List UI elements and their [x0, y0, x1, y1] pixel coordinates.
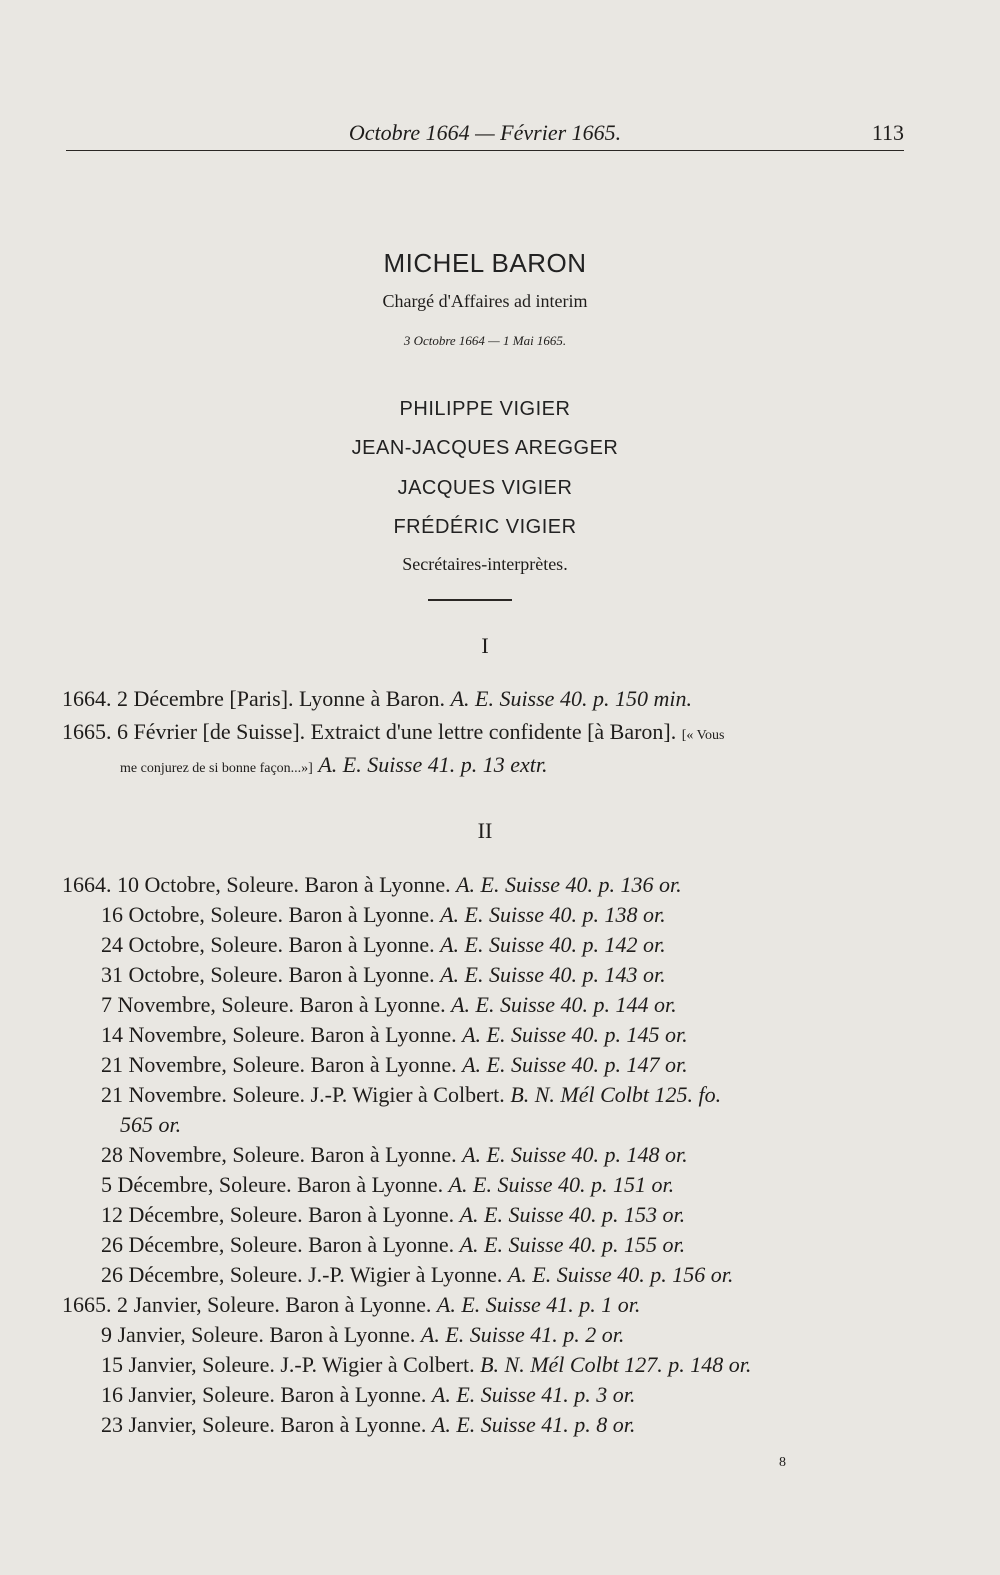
entry-reference: A. E. Suisse 40. p. 151 or. — [448, 1172, 675, 1197]
entry-reference: A. E. Suisse 41. p. 3 or. — [431, 1382, 636, 1407]
entry-line — [62, 686, 692, 712]
running-title: Octobre 1664 — Février 1665. — [348, 120, 622, 145]
entry-text: 16 Octobre, Soleure. Baron à Lyonne. — [101, 902, 435, 927]
entry-line — [62, 872, 682, 898]
entry-reference: A. E. Suisse 40. p. 144 or. — [451, 992, 677, 1017]
quoted-text: me conjurez de si bonne façon...»] — [120, 761, 313, 776]
entry-line — [101, 1352, 751, 1378]
entry-line — [62, 1292, 640, 1318]
entry-reference: A. E. Suisse 40. p. 148 or. — [462, 1142, 688, 1167]
entry-line — [101, 1262, 733, 1288]
secretary-name: PHILIPPE VIGIER — [399, 398, 571, 420]
entry-reference: A. E. Suisse 40. p. 155 or. — [459, 1232, 686, 1257]
entry-reference: A. E. Suisse 41. p. 2 or. — [420, 1322, 625, 1347]
signature-mark: 8 — [779, 1455, 786, 1470]
entry-reference: 565 or. — [120, 1112, 182, 1137]
entry-reference: A. E. Suisse 40. p. 156 or. — [507, 1262, 734, 1287]
entry-text: 21 Novembre, Soleure. Baron à Lyonne. — [101, 1052, 457, 1077]
entry-reference: A. E. Suisse 40. p. 145 or. — [462, 1022, 688, 1047]
secretary-name: JEAN-JACQUES AREGGER — [351, 437, 619, 459]
entry-reference: A. E. Suisse 40. p. 150 min. — [450, 686, 692, 711]
entry-reference: A. E. Suisse 40. p. 142 or. — [440, 932, 666, 957]
entry-text: 5 Décembre, Soleure. Baron à Lyonne. — [101, 1172, 444, 1197]
entry-reference: A. E. Suisse 40. p. 153 or. — [459, 1202, 686, 1227]
entry-line — [101, 1022, 688, 1048]
entry-text: 12 Décembre, Soleure. Baron à Lyonne. — [101, 1202, 455, 1227]
secretary-name: FRÉDÉRIC VIGIER — [393, 516, 577, 538]
entry-text: 7 Novembre, Soleure. Baron à Lyonne. — [101, 992, 446, 1017]
section-numeral-i: I — [481, 633, 489, 658]
entry-line — [101, 1052, 688, 1078]
entry-line — [101, 1232, 685, 1258]
entry-reference: B. N. Mél Colbt 125. fo. — [510, 1082, 722, 1107]
entry-line — [101, 962, 666, 988]
entry-line — [101, 902, 666, 928]
running-header — [66, 118, 904, 151]
entry-line — [101, 1172, 674, 1198]
entry-reference: A. E. Suisse 40. p. 147 or. — [462, 1052, 688, 1077]
entry-line — [120, 752, 547, 778]
entry-reference: A. E. Suisse 40. p. 138 or. — [440, 902, 666, 927]
entry-line — [62, 719, 724, 745]
entry-text: 14 Novembre, Soleure. Baron à Lyonne. — [101, 1022, 457, 1047]
entry-reference: A. E. Suisse 40. p. 136 or. — [456, 872, 682, 897]
entry-text: 1664. 2 Décembre [Paris]. Lyonne à Baron. — [62, 686, 446, 711]
person-name: MICHEL BARON — [383, 248, 587, 278]
entry-text: 24 Octobre, Soleure. Baron à Lyonne. — [101, 932, 435, 957]
section-divider — [428, 599, 512, 601]
entry-text: 15 Janvier, Soleure. J.-P. Wigier à Colbert. — [101, 1352, 475, 1377]
entry-line — [101, 992, 677, 1018]
entry-reference: A. E. Suisse 41. p. 13 extr. — [318, 752, 548, 777]
entry-reference: A. E. Suisse 41. p. 1 or. — [436, 1292, 641, 1317]
entry-line — [101, 1082, 721, 1108]
entry-line — [101, 1142, 688, 1168]
tenure-dates: 3 Octobre 1664 — 1 Mai 1665. — [403, 333, 567, 348]
secretaries-role: Secrétaires-interprètes. — [402, 554, 568, 574]
entry-text: 1665. 6 Février [de Suisse]. Extraict d'une lettre confidente [à Baron]. — [62, 719, 677, 744]
entry-line — [101, 1322, 624, 1348]
entry-reference: A. E. Suisse 41. p. 8 or. — [431, 1412, 636, 1437]
page-number: 113 — [871, 120, 904, 145]
entry-line — [101, 1382, 635, 1408]
entry-text: 9 Janvier, Soleure. Baron à Lyonne. — [101, 1322, 416, 1347]
entry-text: 16 Janvier, Soleure. Baron à Lyonne. — [101, 1382, 427, 1407]
entry-line — [120, 1112, 181, 1138]
entry-line — [101, 1412, 635, 1438]
entry-text: 1665. 2 Janvier, Soleure. Baron à Lyonne. — [62, 1292, 432, 1317]
secretary-name: JACQUES VIGIER — [397, 477, 573, 499]
entry-text: 26 Décembre, Soleure. J.-P. Wigier à Lyonne. — [101, 1262, 503, 1287]
entry-text: 21 Novembre. Soleure. J.-P. Wigier à Colbert. — [101, 1082, 505, 1107]
entry-text: 31 Octobre, Soleure. Baron à Lyonne. — [101, 962, 435, 987]
entry-line — [101, 1202, 685, 1228]
entry-text: 23 Janvier, Soleure. Baron à Lyonne. — [101, 1412, 427, 1437]
person-role: Chargé d'Affaires ad interim — [382, 291, 588, 311]
entry-line — [101, 932, 666, 958]
entry-text: 26 Décembre, Soleure. Baron à Lyonne. — [101, 1232, 455, 1257]
entry-text: 28 Novembre, Soleure. Baron à Lyonne. — [101, 1142, 457, 1167]
quoted-text: [« Vous — [681, 728, 725, 743]
entry-text: 1664. 10 Octobre, Soleure. Baron à Lyonne. — [62, 872, 451, 897]
entry-reference: A. E. Suisse 40. p. 143 or. — [440, 962, 666, 987]
entry-reference: B. N. Mél Colbt 127. p. 148 or. — [480, 1352, 752, 1377]
section-numeral-ii: II — [477, 818, 493, 843]
